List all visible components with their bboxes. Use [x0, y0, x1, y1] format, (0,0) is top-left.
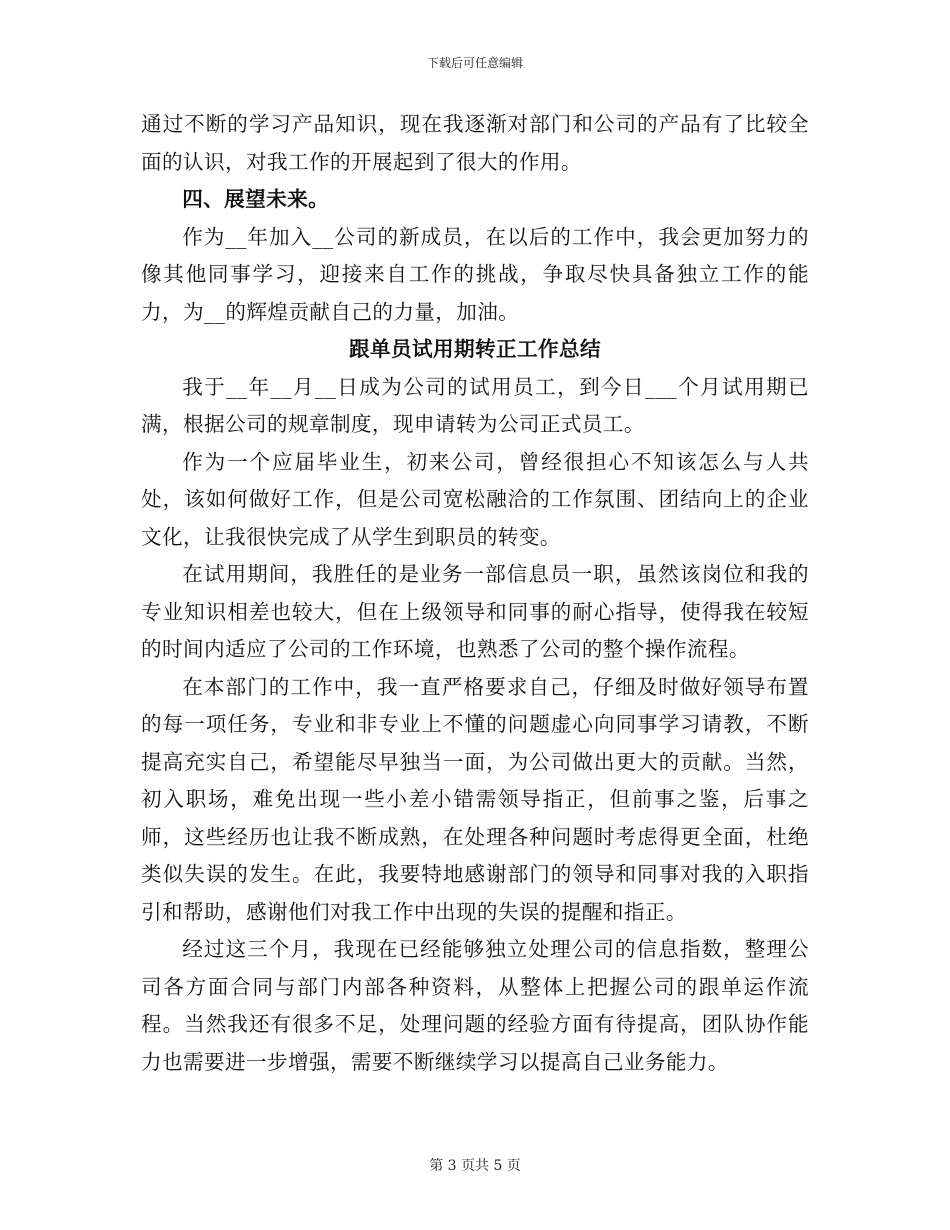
- article-paragraph-2: 作为一个应届毕业生，初来公司，曾经很担心不知该怎么与人共处，该如何做好工作，但是公司宽松融洽的工作氛围、团结向上的企业文化，让我很快完成了从学生到职员的转变。: [141, 449, 809, 549]
- article-paragraph-5: 经过这三个月，我现在已经能够独立处理公司的信息指数，整理公司各方面合同与部门内部各种资料，从整体上把握公司的跟单运作流程。当然我还有很多不足，处理问题的经验方面有待提高，团队协作能力也需要进一步增强，需要不断继续学习以提高自己业务能力。: [141, 937, 809, 1074]
- article-paragraph-3: 在试用期间，我胜任的是业务一部信息员一职，虽然该岗位和我的专业知识相差也较大，但在上级领导和同事的耐心指导，使得我在较短的时间内适应了公司的工作环境，也熟悉了公司的整个操作流程。: [141, 562, 809, 661]
- article-title: 跟单员试用期转正工作总结: [349, 337, 601, 361]
- section-heading: 四、展望未来。: [182, 187, 330, 211]
- section-paragraph: 作为__年加入__公司的新成员，在以后的工作中，我会更加努力的像其他同事学习，迎接来自工作的挑战，争取尽快具备独立工作的能力，为__的辉煌贡献自己的力量，加油。: [141, 224, 809, 324]
- continuation-paragraph: 通过不断的学习产品知识，现在我逐渐对部门和公司的产品有了比较全面的认识，对我工作的开展起到了很大的作用。: [141, 112, 809, 174]
- page-header: 下载后可任意编辑: [426, 56, 523, 70]
- article-paragraph-1: 我于__年__月__日成为公司的试用员工，到今日___个月试用期已满，根据公司的规章制度，现申请转为公司正式员工。: [141, 374, 809, 436]
- document-body: [141, 106, 809, 1081]
- page-footer: 第 3 页共 5 页: [429, 1158, 521, 1174]
- article-paragraph-4: 在本部门的工作中，我一直严格要求自己，仔细及时做好领导布置的每一项任务，专业和非专业上不懂的问题虚心向同事学习请教，不断提高充实自己，希望能尽早独当一面，为公司做出更大的贡献。当然，初入职场，难免出现一些小差小错需领导指正，但前事之鉴，后事之师，这些经历也让我不断成熟，在处理各种问题时考虑得更全面，杜绝类似失误的发生。在此，我要特地感谢部门的领导和同事对我的入职指引和帮助，感谢他们对我工作中出现的失误的提醒和指正。: [141, 674, 809, 924]
